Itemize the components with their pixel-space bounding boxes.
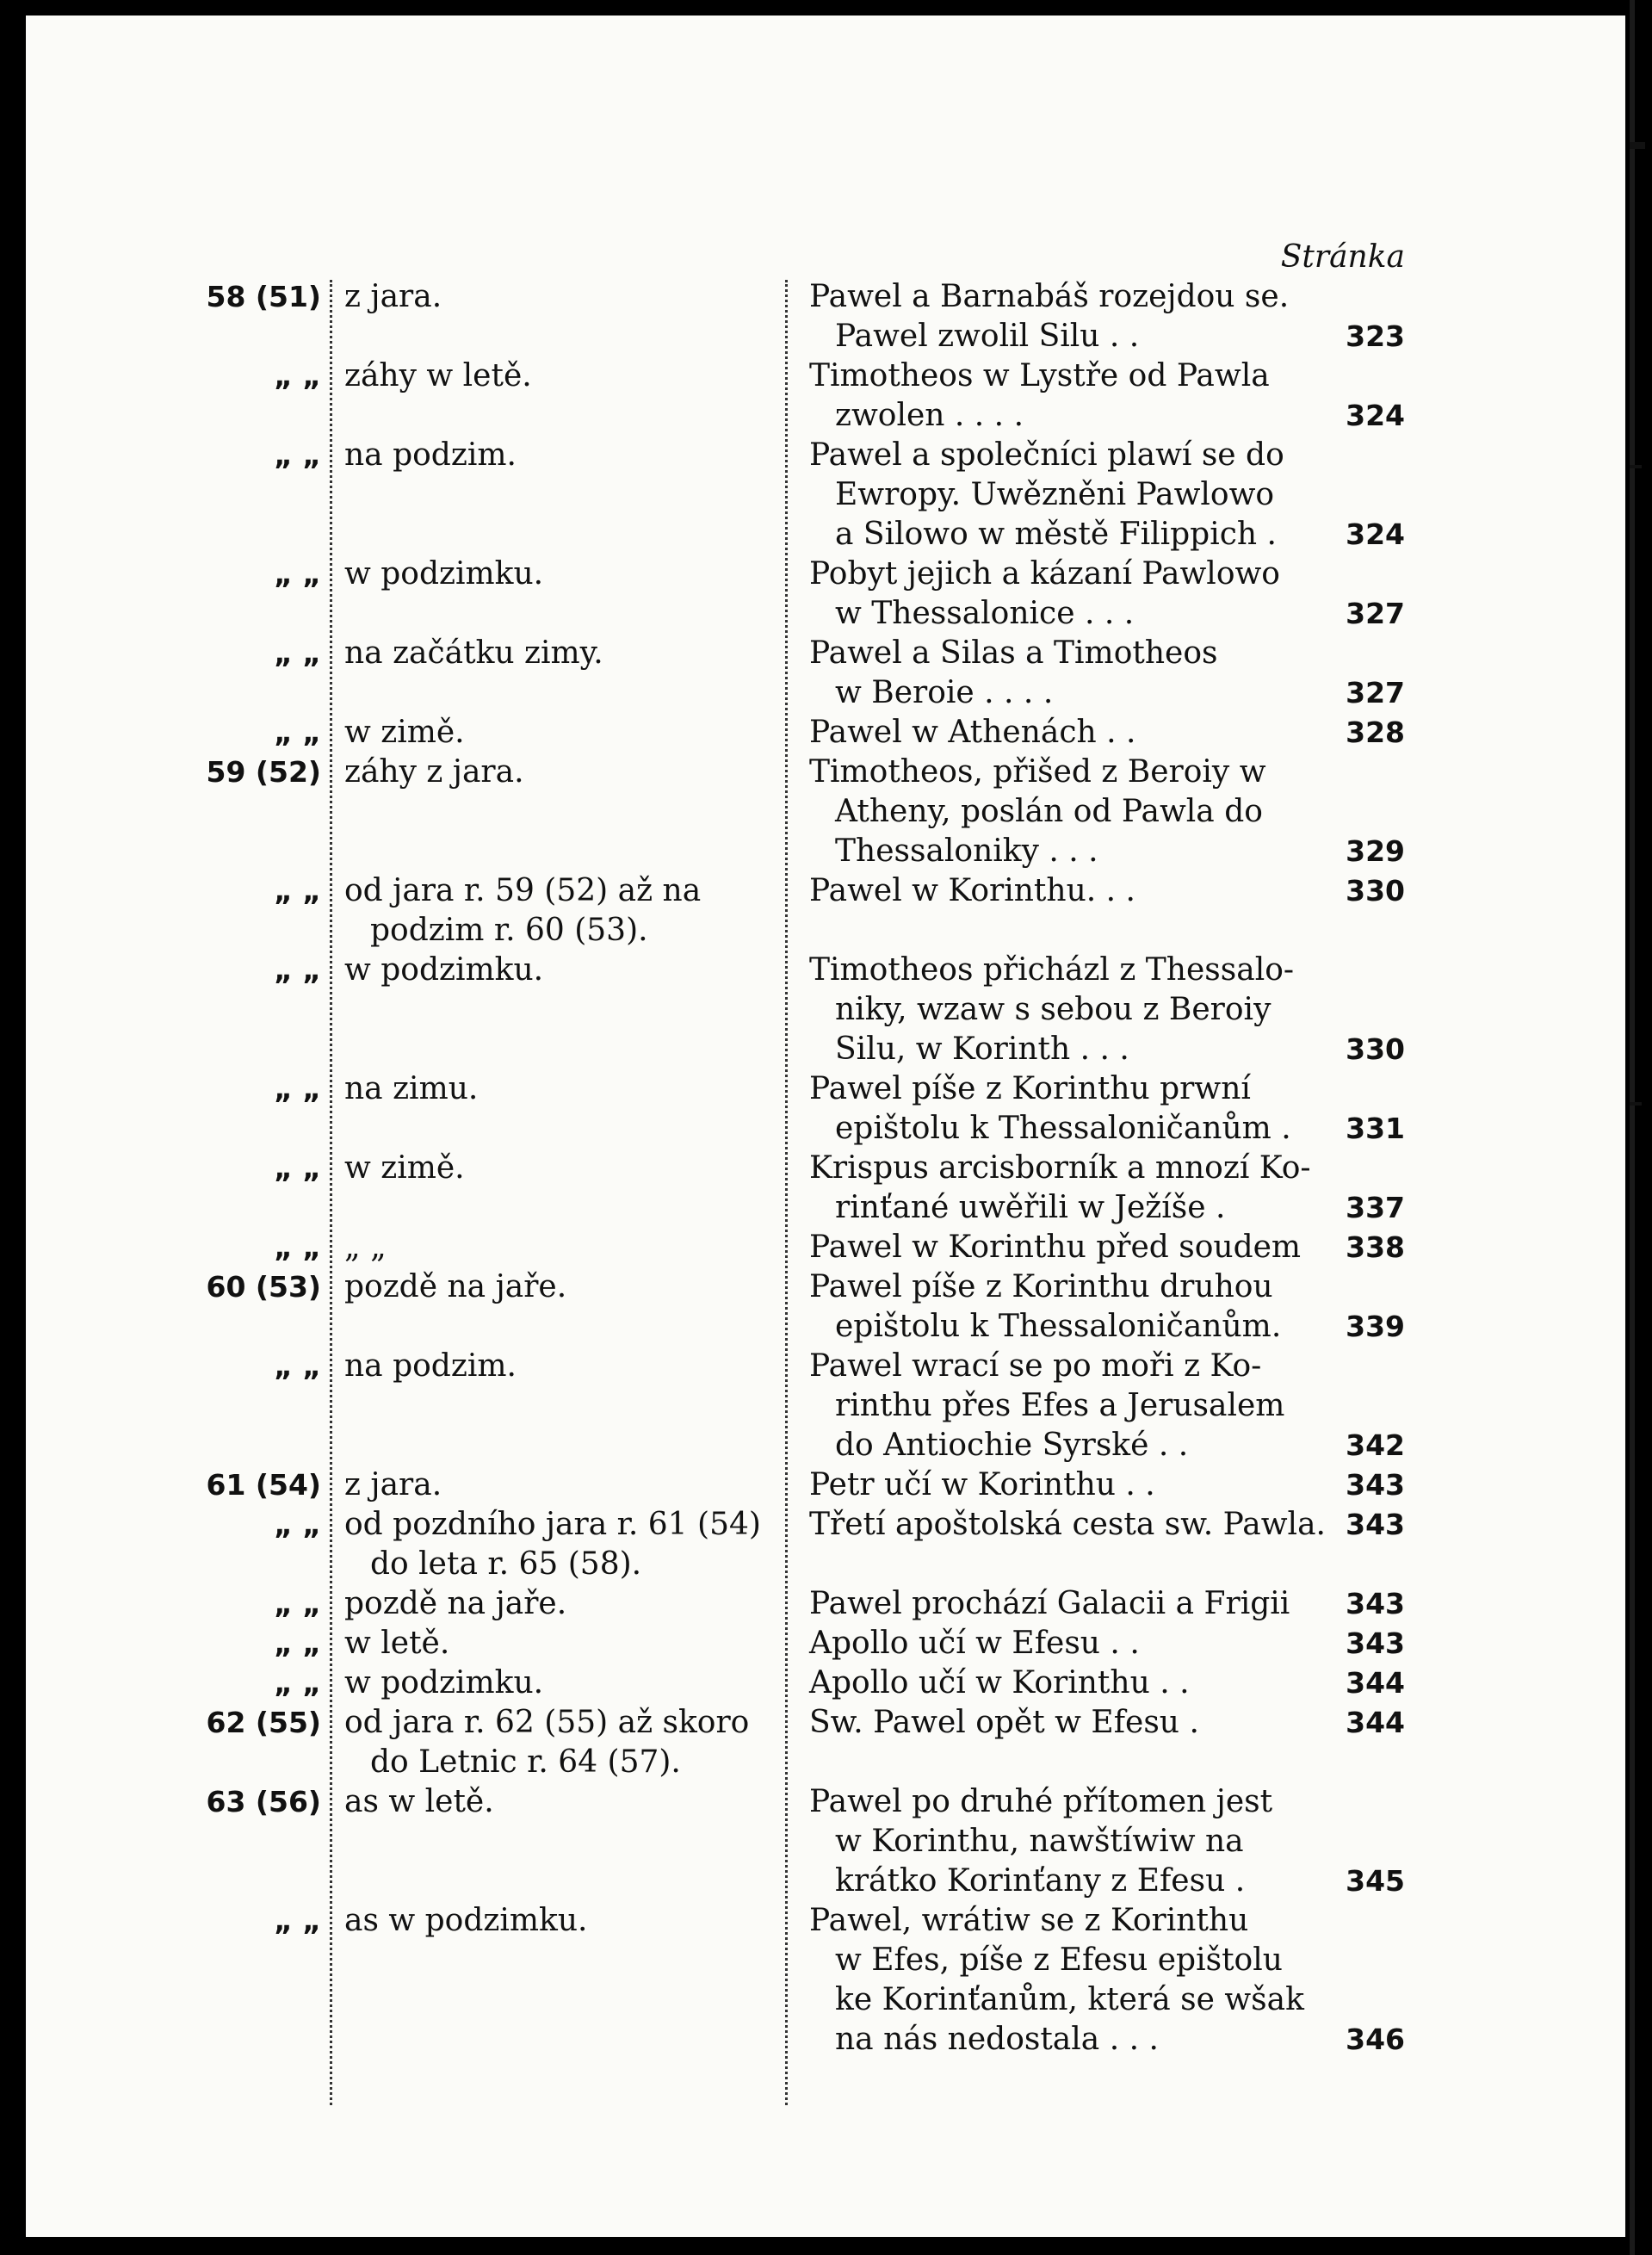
row-event: Pawel w Korinthu. . . [809, 873, 1135, 908]
row-date: „ „ [274, 1349, 321, 1383]
edge-mark [1630, 465, 1642, 468]
row-season: záhy w letě. [344, 358, 532, 393]
row-season: na podzim. [344, 1348, 517, 1384]
row-season: w podzimku. [344, 952, 544, 988]
row-date: 63 (56) [206, 1785, 321, 1818]
row-date: 59 (52) [206, 755, 321, 789]
row-date: „ „ [274, 557, 321, 591]
row-event: niky, wzaw s sebou z Beroiy [835, 992, 1271, 1027]
row-event: rinthu přes Efes a Jerusalem [835, 1388, 1285, 1423]
row-page: 330 [1346, 1032, 1405, 1066]
row-event: w Korinthu, nawštíwiw na [835, 1824, 1244, 1859]
row-page: 327 [1346, 676, 1405, 709]
row-event: Pawel po druhé přítomen jest [809, 1784, 1273, 1819]
row-event: Atheny, poslán od Pawla do [835, 794, 1263, 829]
row-event: Ewropy. Uwězněni Pawlowo [835, 477, 1275, 512]
row-page: 337 [1346, 1191, 1405, 1224]
row-page: 343 [1346, 1508, 1405, 1541]
row-date: „ „ [274, 1666, 321, 1700]
row-event: Pawel prochází Galacii a Frigii [809, 1586, 1290, 1621]
row-page: 327 [1346, 597, 1405, 630]
row-event: Pawel w Athenách . . [809, 715, 1136, 750]
row-date: 62 (55) [206, 1706, 321, 1739]
row-page: 324 [1346, 517, 1405, 551]
row-date: „ „ [274, 359, 321, 393]
row-season: od jara r. 62 (55) až skoro [344, 1705, 750, 1740]
column-divider [330, 280, 332, 2105]
row-event: Pawel píše z Korinthu prwní [809, 1071, 1251, 1106]
row-date: „ „ [274, 636, 321, 670]
row-date: 60 (53) [206, 1270, 321, 1304]
row-page: 342 [1346, 1428, 1405, 1462]
row-page: 330 [1346, 874, 1405, 908]
row-event: Třetí apoštolská cesta sw. Pawla. [809, 1507, 1326, 1542]
row-page: 344 [1346, 1666, 1405, 1700]
row-event: krátko Korinťany z Efesu . [835, 1863, 1246, 1899]
row-event: do Antiochie Syrské . . [835, 1428, 1189, 1463]
row-event: Thessaloniky . . . [835, 833, 1098, 869]
row-event: Apollo učí w Efesu . . [809, 1626, 1140, 1661]
row-event: Pawel a společníci plawí se do [809, 437, 1284, 473]
row-event: rinťané uwěřili w Ježíše . [835, 1190, 1226, 1225]
row-event: Sw. Pawel opět w Efesu . [809, 1705, 1199, 1740]
row-page: 346 [1346, 2023, 1405, 2056]
row-date: 58 (51) [206, 280, 321, 313]
row-event: na nás nedostala . . . [835, 2022, 1159, 2057]
row-page: 345 [1346, 1864, 1405, 1898]
row-season: do Letnic r. 64 (57). [370, 1744, 681, 1780]
row-event: Silu, w Korinth . . . [835, 1031, 1129, 1067]
row-date: 61 (54) [206, 1468, 321, 1502]
row-season: w letě. [344, 1626, 450, 1661]
row-event: Pawel a Barnabáš rozejdou se. [809, 279, 1290, 314]
row-season: na podzim. [344, 437, 517, 473]
row-page: 344 [1346, 1706, 1405, 1739]
row-season: do leta r. 65 (58). [370, 1546, 642, 1582]
row-date: „ „ [274, 1072, 321, 1106]
row-date: „ „ [274, 716, 321, 749]
row-page: 343 [1346, 1468, 1405, 1502]
row-season: záhy z jara. [344, 754, 524, 790]
row-page: 338 [1346, 1230, 1405, 1264]
row-page: 339 [1346, 1310, 1405, 1343]
row-event: Pobyt jejich a kázaní Pawlowo [809, 556, 1280, 592]
row-date: „ „ [274, 1587, 321, 1620]
edge-mark [1630, 1102, 1642, 1106]
row-event: Pawel zwolil Silu . . [835, 319, 1140, 354]
row-season: podzim r. 60 (53). [370, 913, 648, 948]
row-event: w Efes, píše z Efesu epištolu [835, 1942, 1283, 1978]
row-event: w Beroie . . . . [835, 675, 1054, 710]
row-season: pozdě na jaře. [344, 1586, 567, 1621]
row-season: z jara. [344, 279, 442, 314]
row-event: Pawel w Korinthu před soudem [809, 1230, 1302, 1265]
row-page: 323 [1346, 319, 1405, 353]
row-event: Pawel wrací se po moři z Ko- [809, 1348, 1262, 1384]
row-date: „ „ [274, 953, 321, 987]
row-page: 331 [1346, 1112, 1405, 1145]
row-page: 328 [1346, 716, 1405, 749]
row-event: a Silowo w městě Filippich . [835, 517, 1277, 552]
column-divider [785, 280, 788, 2105]
page-column-header: Stránka [1280, 239, 1405, 275]
row-event: Krispus arcisborník a mnozí Ko- [809, 1150, 1311, 1186]
row-date: „ „ [274, 438, 321, 472]
row-event: Timotheos w Lystře od Pawla [809, 358, 1270, 393]
row-season: pozdě na jaře. [344, 1269, 567, 1304]
row-page: 329 [1346, 834, 1405, 868]
row-event: epištolu k Thessaloničanům. [835, 1309, 1282, 1344]
row-event: epištolu k Thessaloničanům . [835, 1111, 1291, 1146]
row-season: na zimu. [344, 1071, 479, 1106]
edge-mark [1630, 142, 1645, 149]
row-season: w podzimku. [344, 1665, 544, 1701]
row-page: 343 [1346, 1587, 1405, 1620]
row-event: w Thessalonice . . . [835, 596, 1135, 631]
row-event: ke Korinťanům, která se wšak [835, 1982, 1304, 2017]
row-event: Timotheos přicházl z Thessalo- [809, 952, 1295, 988]
row-event: Pawel a Silas a Timotheos [809, 635, 1218, 671]
row-season: as w podzimku. [344, 1903, 588, 1938]
row-page: 343 [1346, 1626, 1405, 1660]
row-season: w zimě. [344, 715, 465, 750]
row-season: z jara. [344, 1467, 442, 1502]
row-event: Timotheos, přišed z Beroiy w [809, 754, 1266, 790]
row-season: na začátku zimy. [344, 635, 603, 671]
row-date: „ „ [274, 1508, 321, 1541]
row-season: od jara r. 59 (52) až na [344, 873, 702, 908]
row-event: zwolen . . . . [835, 398, 1024, 433]
row-season: w podzimku. [344, 556, 544, 592]
row-event: Apollo učí w Korinthu . . [809, 1665, 1190, 1701]
row-season: „ „ [344, 1230, 387, 1265]
row-season: as w letě. [344, 1784, 494, 1819]
row-event: Petr učí w Korinthu . . [809, 1467, 1155, 1502]
row-event: Pawel, wrátiw se z Korinthu [809, 1903, 1249, 1938]
row-date: „ „ [274, 874, 321, 908]
row-season: w zimě. [344, 1150, 465, 1186]
row-page: 324 [1346, 399, 1405, 432]
row-date: „ „ [274, 1230, 321, 1264]
binding-edge [1630, 0, 1635, 2255]
row-season: od pozdního jara r. 61 (54) [344, 1507, 761, 1542]
row-date: „ „ [274, 1151, 321, 1185]
row-date: „ „ [274, 1626, 321, 1660]
row-date: „ „ [274, 1904, 321, 1937]
row-event: Pawel píše z Korinthu druhou [809, 1269, 1273, 1304]
